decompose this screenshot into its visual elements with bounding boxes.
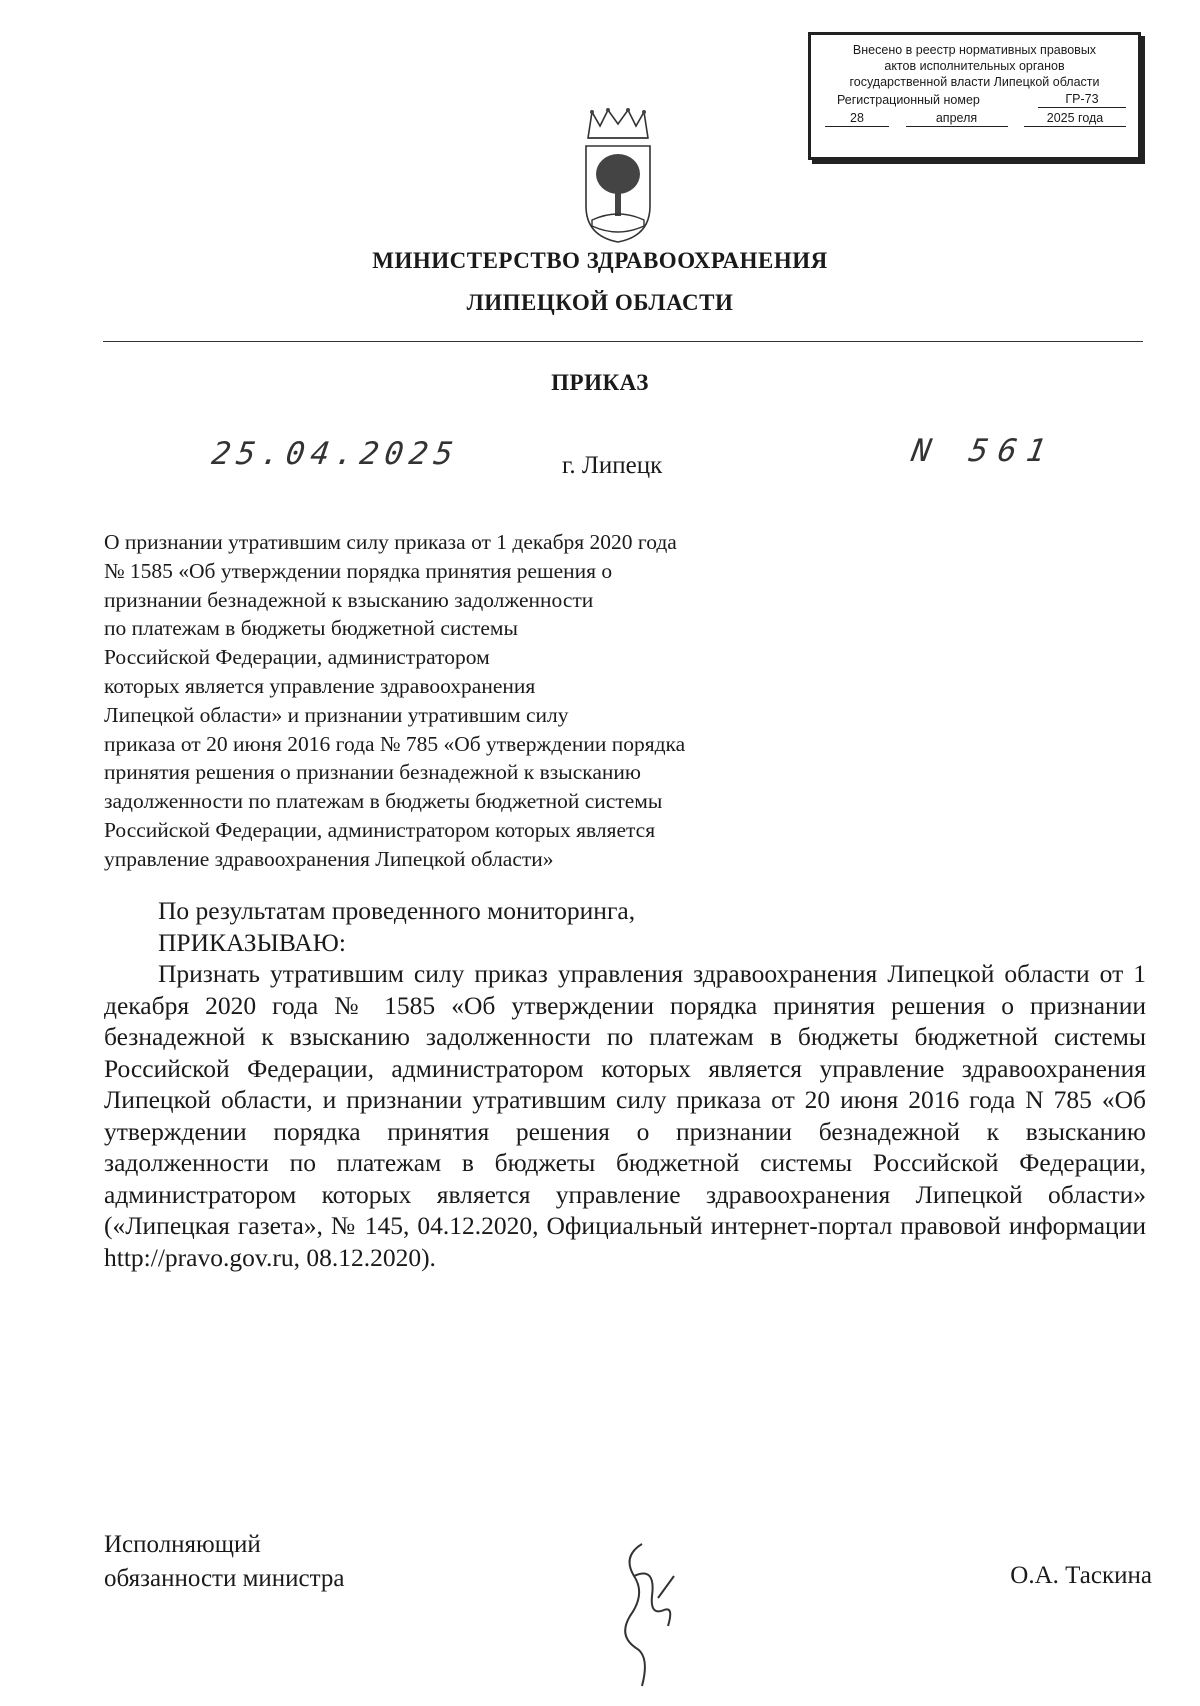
position-line-1: Исполняющий [104, 1531, 261, 1558]
header-divider [103, 341, 1143, 342]
subject-line: задолженности по платежам в бюджеты бюджетной системы [104, 789, 663, 814]
signatory-name: О.А. Таскина [1010, 1562, 1152, 1589]
handwritten-order-number: N 561 [908, 433, 1059, 469]
subject-line: которых является управление здравоохранения [104, 673, 536, 698]
ministry-name-line-2: ЛИПЕЦКОЙ ОБЛАСТИ [466, 290, 734, 315]
stamp-reg-label: Регистрационный номер [837, 93, 980, 107]
city-label: г. Липецк [562, 452, 663, 479]
handwritten-signature [612, 1536, 692, 1696]
body-paragraph: Признать утратившим силу приказ управления здравоохранения Липецкой области от 1 декабря 2020 года № 1585 «Об утверждении порядка принятия решения о признании безнадежной к взысканию задолженности по платежам в бюджеты бюджетной системы Российской Федерации, администратором которых является управление здравоохранения Липецкой области, и признании утратившим силу приказа от 20 июня 2016 года N 785 «Об утверждении порядка принятия решения о признании безнадежной к взысканию задолженности по платежам в бюджеты бюджетной системы Российской Федерации, администратором которых является управление здравоохранения Липецкой области» («Липецкая газета», № 145, 04.12.2020, Официальный интернет-портал правовой информации http://pravo.gov.ru, 08.12.2020). [104, 959, 1146, 1272]
subject-line: О признании утратившим силу приказа от 1 декабря 2020 года [104, 530, 677, 554]
position-line-2: обязанности министра [104, 1565, 345, 1592]
stamp-date-row [811, 110, 1138, 127]
stamp-reg-number: ГР-73 [1038, 91, 1126, 108]
subject-line: № 1585 «Об утверждении порядка принятия решения о [104, 558, 613, 583]
stamp-registration-row [811, 91, 1138, 108]
stamp-line-3: государственной власти Липецкой области [849, 75, 1100, 89]
document-type-title: ПРИКАЗ [551, 370, 649, 395]
body-intro: По результатам проведенного мониторинга, [158, 896, 636, 925]
subject-line: Липецкой области» и признании утратившим силу [104, 702, 569, 727]
stamp-month: апреля [906, 110, 1008, 127]
stamp-line-2: актов исполнительных органов [884, 59, 1065, 73]
subject-line: принятия решения о признании безнадежной к взысканию [104, 760, 641, 785]
subject-line: признании безнадежной к взысканию задолженности [104, 587, 594, 612]
signatory-position [104, 1528, 344, 1596]
subject-line: по платежам в бюджеты бюджетной системы [104, 616, 518, 641]
stamp-line-1: Внесено в реестр нормативных правовых [852, 43, 1097, 57]
handwritten-date: 25.04.2025 [209, 436, 462, 472]
body-order-word: ПРИКАЗЫВАЮ: [158, 927, 346, 957]
subject-line: Российской Федерации, администратором которых является [104, 817, 656, 842]
stamp-year: 2025 года [1024, 110, 1126, 127]
order-body [104, 895, 1146, 1273]
stamp-day: 28 [825, 110, 889, 127]
subject-line: приказа от 20 июня 2016 года № 785 «Об утверждении порядка [104, 731, 686, 756]
ministry-name-line-1: МИНИСТЕРСТВО ЗДРАВООХРАНЕНИЯ [372, 248, 828, 273]
coat-of-arms-icon [578, 108, 658, 246]
subject-line: Российской Федерации, администратором [104, 645, 490, 670]
order-subject [104, 528, 804, 874]
registry-stamp [808, 32, 1141, 160]
subject-line: управление здравоохранения Липецкой области» [104, 846, 554, 871]
